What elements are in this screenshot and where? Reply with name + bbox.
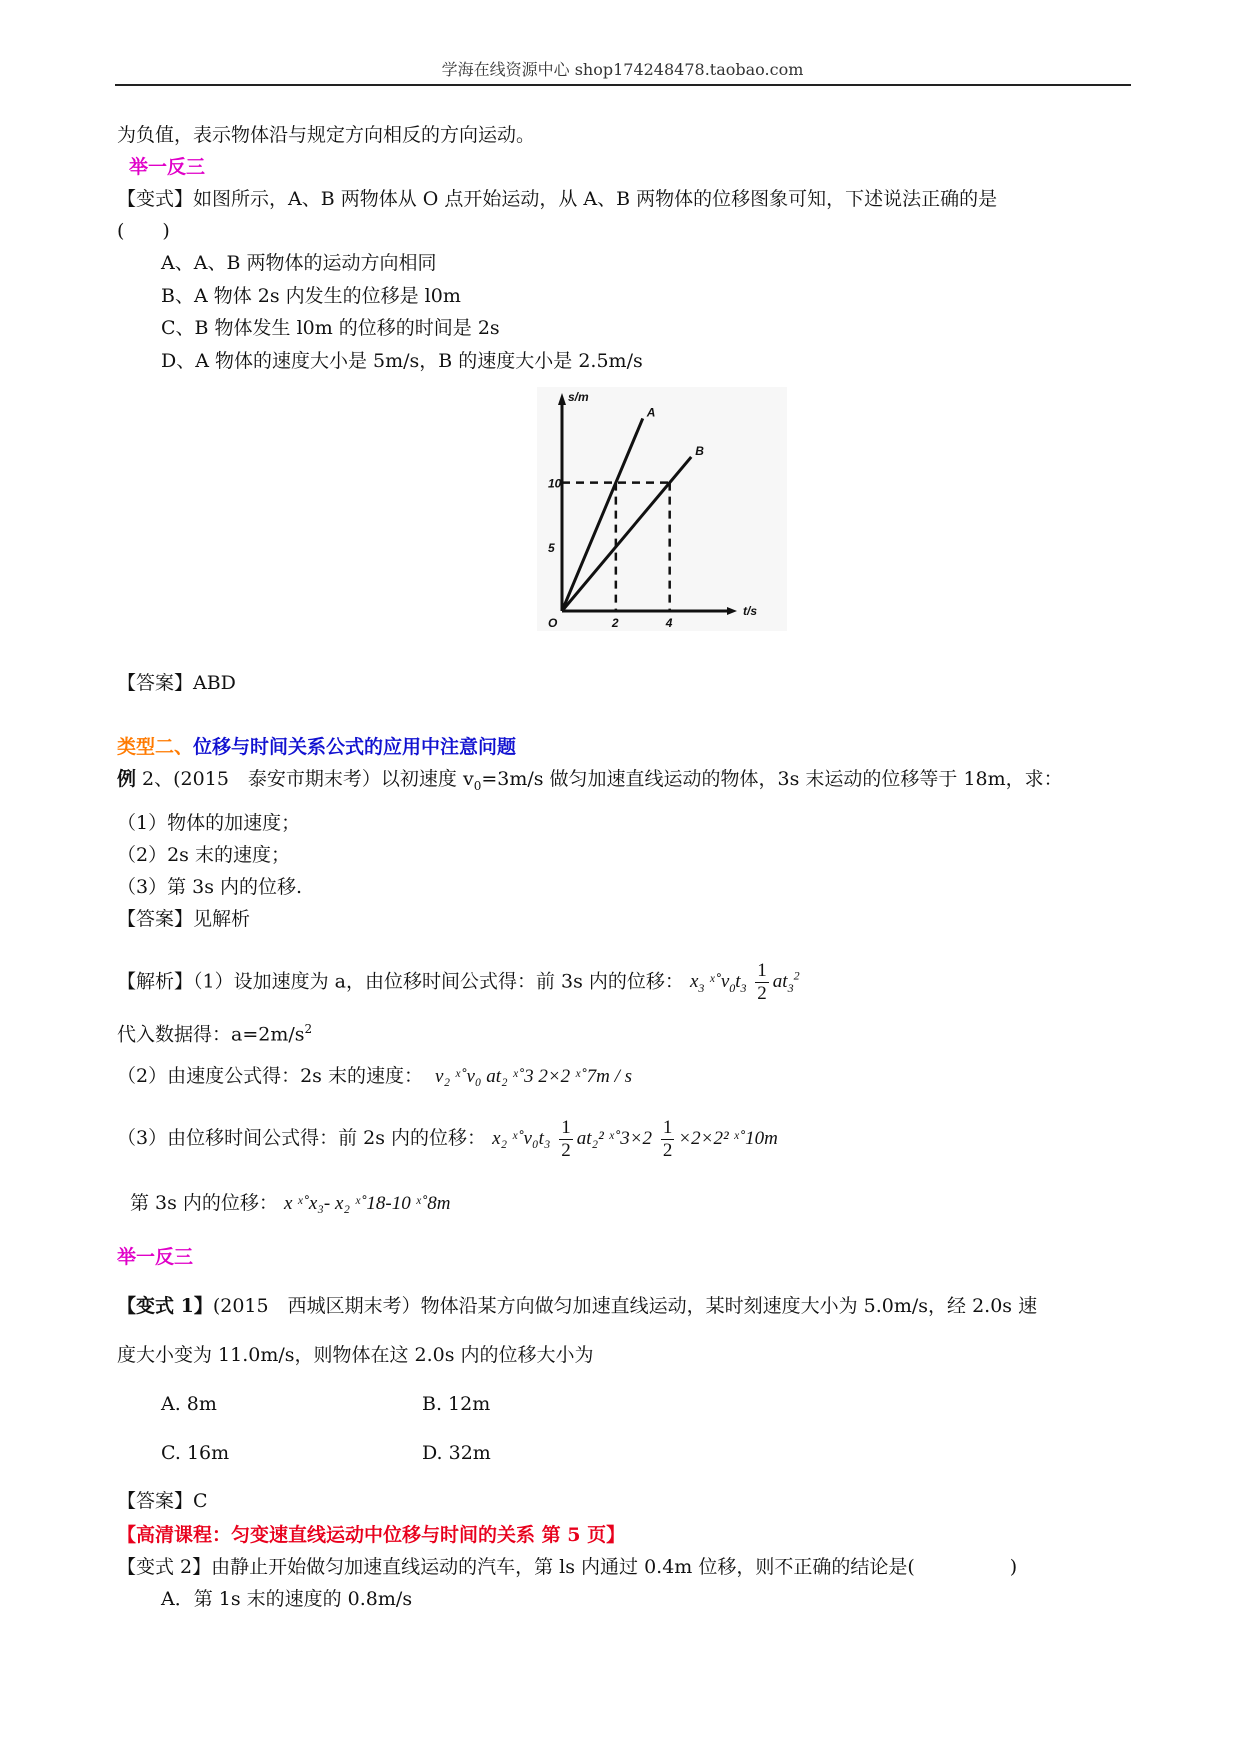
eq-sub: 3: [787, 981, 794, 996]
option-a: A、A、B 两物体的运动方向相同: [161, 252, 437, 274]
answer-1: 【答案】ABD: [117, 672, 236, 694]
text-line: 为负值，表示物体沿与规定方向相反的方向运动。: [117, 124, 536, 146]
solution-1-equation: [689, 960, 800, 1005]
solution-2-label: （2）由速度公式得：2s 末的速度：: [117, 1065, 423, 1087]
question-blank: ( ): [117, 220, 170, 242]
fraction-half: [559, 1117, 573, 1162]
question-text: 【变式】如图所示，A、B 两物体从 O 点开始运动，从 A、B 两物体的位移图象可知，下述说法正确的是: [117, 188, 998, 210]
answer-2: 【答案】见解析: [117, 908, 251, 930]
variant-1-line-1: [117, 1293, 1037, 1319]
eq-part: x₂ ˣ˚v₀t₃: [492, 1128, 551, 1149]
eq-t: t: [735, 971, 741, 993]
option-c: C、B 物体发生 l0m 的位移的时间是 2s: [161, 317, 500, 339]
fraction-den: 2: [757, 983, 767, 1005]
variant-1-line-2: 度大小变为 11.0m/s，则物体在这 2.0s 内的位移大小为: [117, 1344, 594, 1366]
variant-1-text: (2015 西城区期末考）物体沿某方向做匀加速直线运动，某时刻速度大小为 5.0m/s，经 2.0s 速: [212, 1295, 1038, 1317]
solution-1: [117, 946, 800, 1018]
type2-title: 位移与时间关系公式的应用中注意问题: [193, 736, 517, 758]
option-b: B、A 物体 2s 内发生的位移是 l0m: [161, 285, 461, 307]
x-axis-label: t/s: [743, 604, 758, 618]
variant-1-label: 【变式 1】: [117, 1295, 213, 1317]
fraction-half: [661, 1117, 675, 1162]
solution-3: [117, 1108, 778, 1169]
fraction-den: 2: [561, 1140, 571, 1162]
variant-1-option-a: A. 8m: [161, 1393, 217, 1415]
variant-1-option-b: B. 12m: [422, 1393, 491, 1415]
type2-prefix: 类型二、: [117, 736, 194, 758]
displacement-time-graph: [537, 387, 787, 631]
section-heading-type2: [117, 734, 516, 760]
option-d: D、A 物体的速度大小是 5m/s，B 的速度大小是 2.5m/s: [161, 350, 643, 372]
eq-sub: 3: [698, 981, 705, 996]
section-label-jyfs: 举一反三: [117, 1246, 194, 1268]
eq-sup: 2: [793, 969, 800, 983]
fraction-num: 1: [662, 1117, 673, 1139]
fraction-half: [755, 960, 769, 1005]
section-label-jyfs: 举一反三: [129, 156, 206, 178]
variant-2-text: 【变式 2】由静止开始做匀加速直线运动的汽车，第 ls 内通过 0.4m 位移，则不正确的结论是( ): [117, 1556, 1018, 1578]
solution-3-equation: [492, 1117, 778, 1162]
eq-x: x: [689, 971, 699, 993]
series-label-A: A: [646, 405, 656, 420]
solution-2: [117, 1063, 632, 1090]
solution-4: [130, 1190, 450, 1217]
solution-3-label: （3）由位移时间公式得：前 2s 内的位移：: [117, 1127, 487, 1149]
y-tick-label: 10: [548, 476, 562, 491]
substitute-line: [117, 1016, 312, 1047]
variant-1-option-c: C. 16m: [161, 1442, 230, 1464]
page-header: 学海在线资源中心 shop174248478.taobao.com: [441, 60, 804, 79]
substitute-sup: 2: [304, 1022, 313, 1036]
solution-4-label: 第 3s 内的位移：: [130, 1192, 278, 1214]
eq-part: at₂² ˣ˚3×2: [576, 1128, 653, 1149]
x-tick-label: 4: [665, 616, 673, 630]
variant-1-option-d: D. 32m: [422, 1442, 491, 1464]
y-tick-label: 5: [548, 540, 555, 555]
solution-2-equation: v₂ ˣ˚v₀ at₂ ˣ˚3 2×2 ˣ˚7m / s: [435, 1066, 633, 1087]
eq-at: at: [772, 971, 788, 993]
x-tick-label: 2: [611, 616, 619, 630]
course-reference: 【高清课程：匀变速直线运动中位移与时间的关系 第 5 页】: [117, 1524, 626, 1546]
example-sub: 0: [473, 778, 482, 793]
example-text-2: =3m/s 做匀加速直线运动的物体，3s 末运动的位移等于 18m，求：: [481, 768, 1063, 790]
origin-label: O: [548, 616, 558, 630]
substitute-text: 代入数据得：a=2m/s: [117, 1023, 305, 1046]
y-axis-label: s/m: [568, 390, 589, 404]
eq-part: ×2×2² ˣ˚10m: [678, 1128, 778, 1149]
series-label-B: B: [695, 443, 704, 458]
part-1: （1）物体的加速度；: [117, 812, 301, 834]
eq-sub: 0: [729, 981, 736, 996]
example-2-line: [117, 766, 1063, 799]
solution-4-equation: x ˣ˚x₃- x₂ ˣ˚18-10 ˣ˚8m: [283, 1193, 451, 1214]
part-2: （2）2s 末的速度；: [117, 844, 290, 866]
variant-2-option-a: A．第 1s 末的速度的 0.8m/s: [161, 1588, 413, 1610]
header-rule: [115, 84, 1131, 86]
answer-3: 【答案】C: [117, 1490, 208, 1512]
example-label: 例: [117, 768, 137, 790]
part-3: （3）第 3s 内的位移.: [117, 876, 303, 898]
fraction-num: 1: [561, 1117, 571, 1139]
eq-v: ˣ˚v: [704, 971, 730, 993]
eq-sub: 3: [740, 981, 747, 996]
solution-1-label: 【解析】（1）设加速度为 a，由位移时间公式得：前 3s 内的位移：: [117, 970, 684, 993]
fraction-num: 1: [757, 960, 767, 982]
example-text-1: 2、(2015 泰安市期末考）以初速度 v: [136, 768, 474, 790]
fraction-den: 2: [662, 1140, 673, 1162]
